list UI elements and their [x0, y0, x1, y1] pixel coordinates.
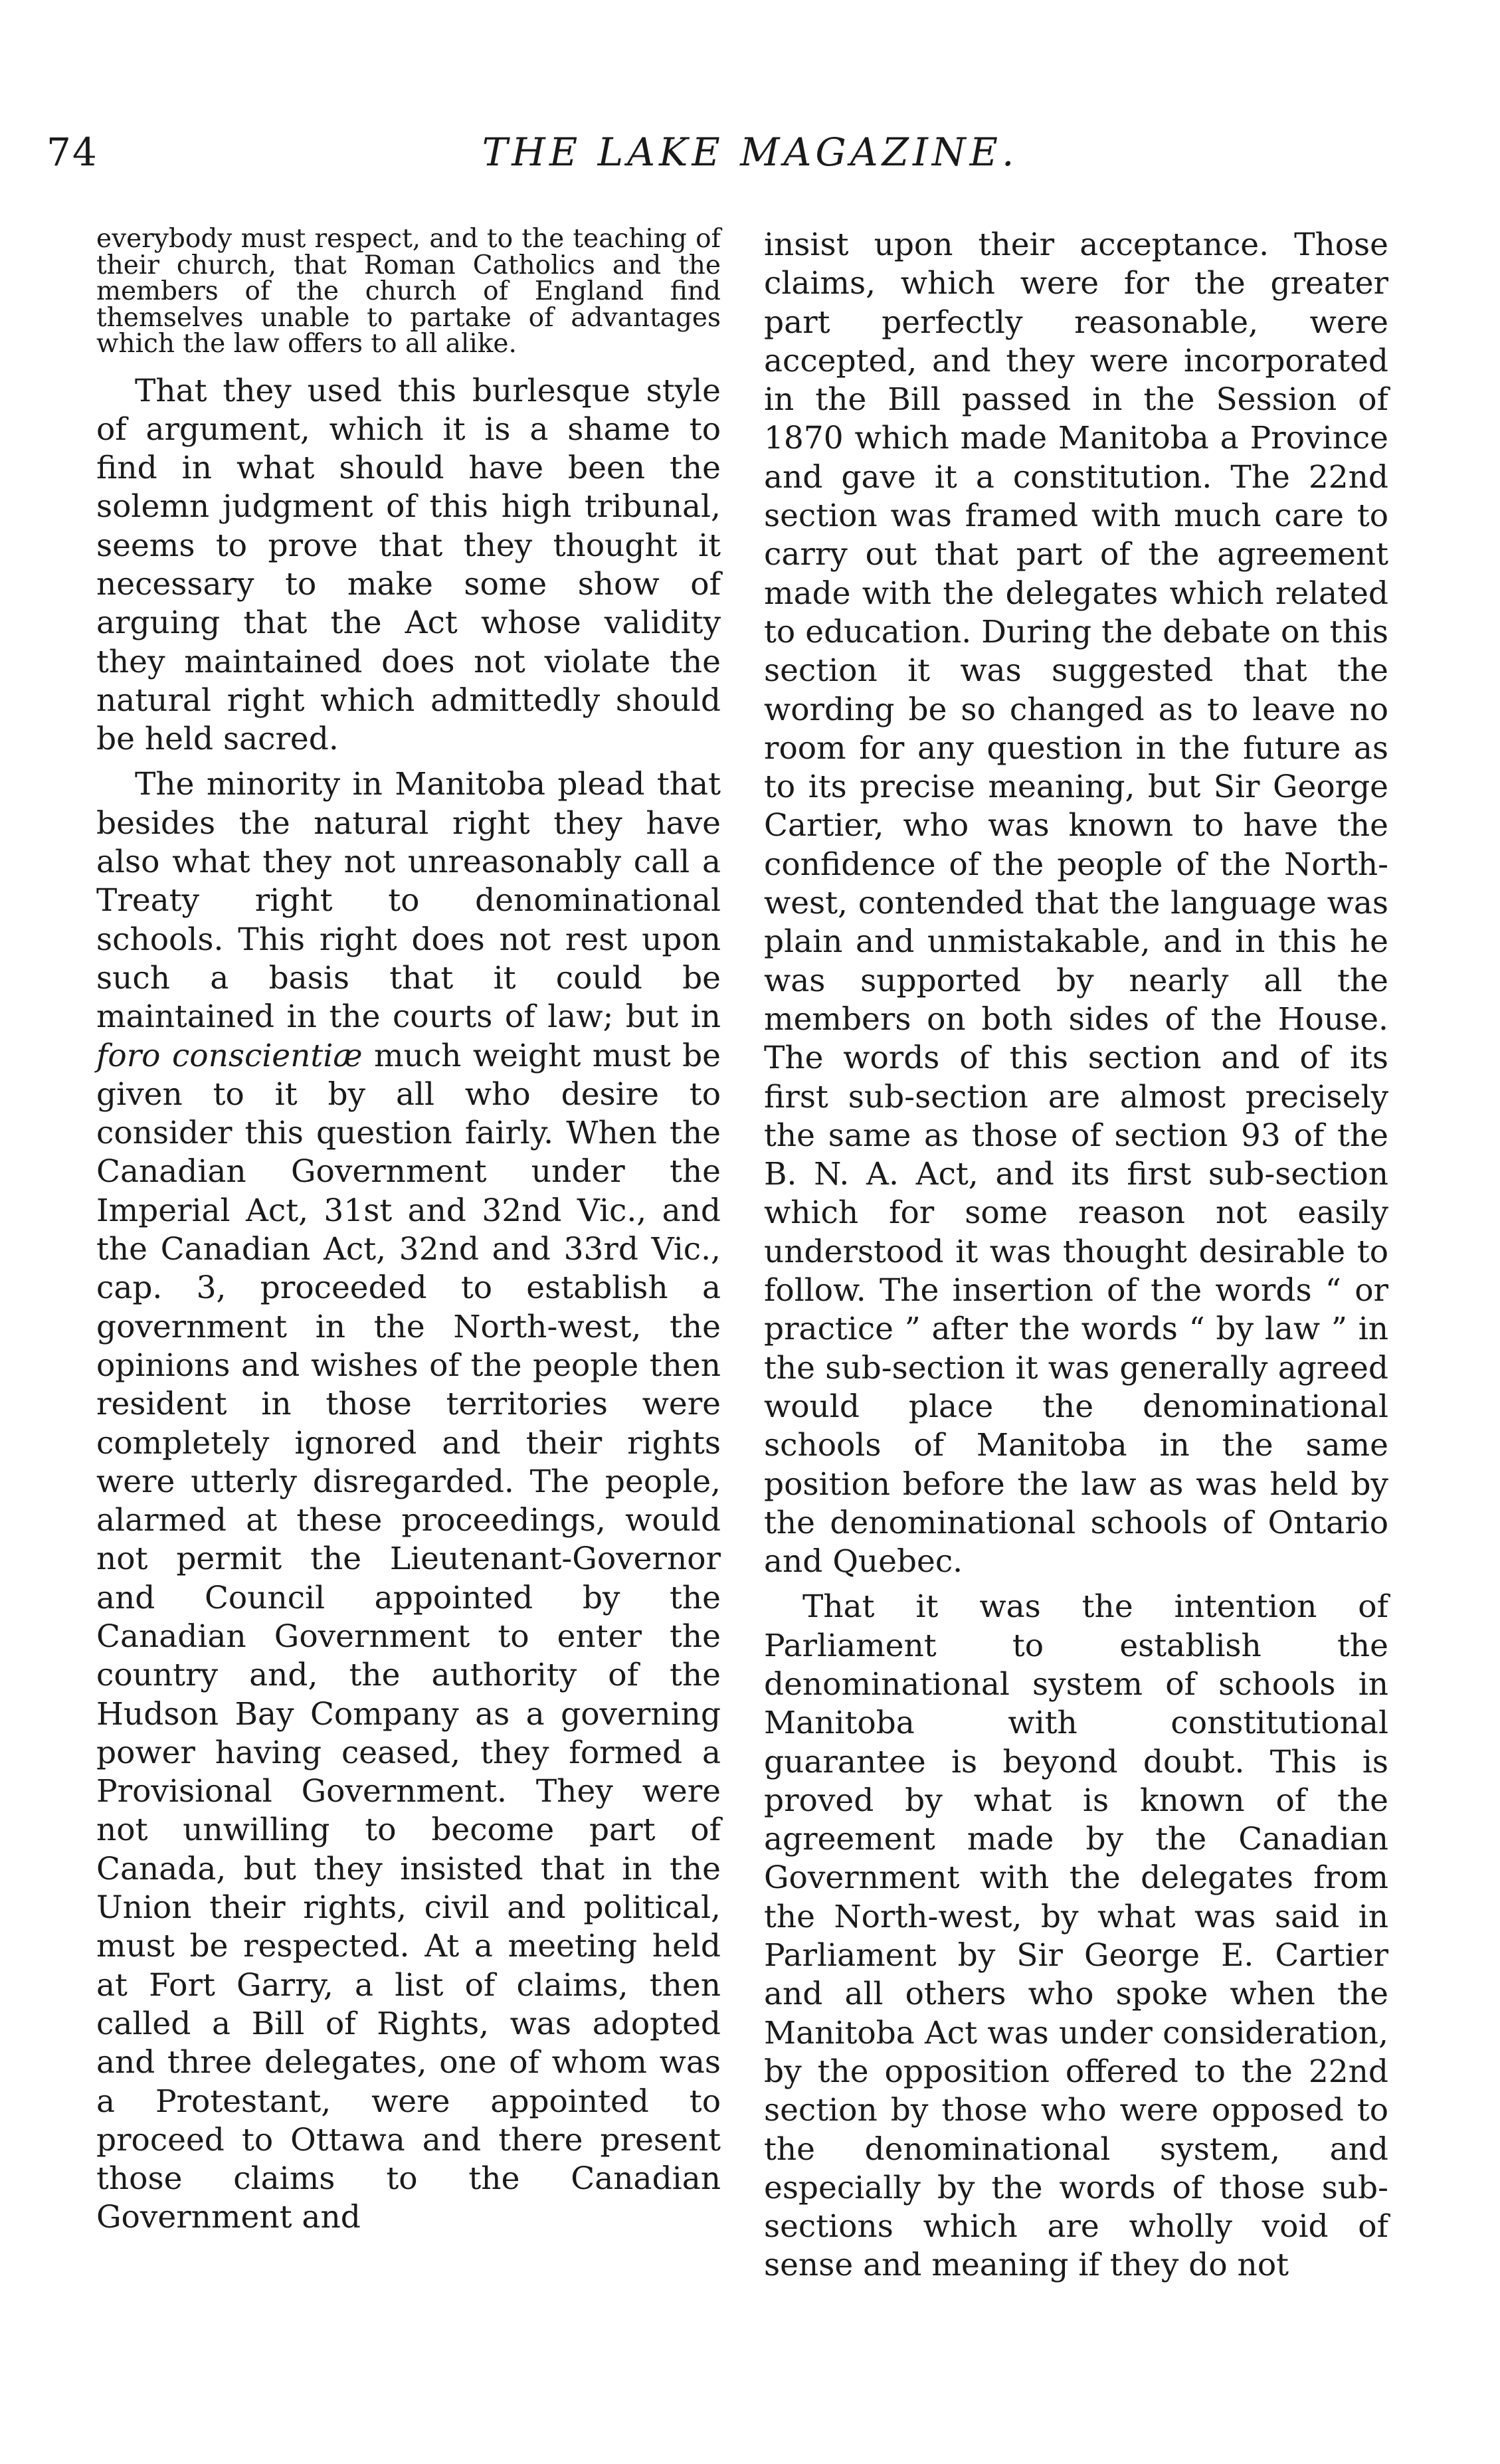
page-number: 74	[47, 130, 98, 175]
paragraph-treaty-right-end: much weight must be given to it by all who desire to consider this question fairly. When the Canadian Government under the Imperial Act, 31st and 32nd Vic., and the Canadian Act, 32nd and 33rd Vic., cap. 3, proceeded to establish a government in the North-west, the opinions and wishes of the people then resident in those territories were completely ignored and their rights were utterly disregarded. The people, alarmed at these proceedings, would not permit the Lieutenant-Governor and Council appointed by the Canadian Government to enter the country and, the authority of the Hudson Bay Company as a governing power having ceased, they formed a Provisional Government. They were not unwilling to become part of Canada, but they insisted that in the Union their rights, civil and political, must be respected. At a meeting held at Fort Garry, a list of claims, then called a Bill of Rights, was adopted and three delegates, one of whom was a Protestant, were appointed to proceed to Ottawa and there present those claims to the Canadian Government and	[96, 1037, 721, 2236]
latin-phrase: foro conscientiæ	[96, 1037, 363, 1074]
left-column	[96, 226, 721, 2237]
right-column	[764, 226, 1388, 2285]
paragraph-burlesque: That they used this burlesque style of argument, which it is a shame to find in what should have been the solemn judgment of this high tribunal, seems to prove that they thought it necessary to make some show of arguing that the Act whose validity they maintained does not violate the natural right which admittedly should be held sacred.	[96, 372, 721, 758]
paragraph-intention: That it was the intention of Parliament to establish the denominational system of schools in Manitoba with constitutional guarantee is beyond doubt. This is proved by what is known of the agreement made by the Canadian Government with the delegates from the North-west, by what was said in Parliament by Sir George E. Cartier and all others who spoke when the Manitoba Act was under consideration, by the opposition offered to the 22nd section by those who were opposed to the denominational system, and especially by the words of those sub-sections which are wholly void of sense and meaning if they do not	[764, 1588, 1388, 2284]
paragraph-treaty-right-start: The minority in Manitoba plead that besides the natural right they have also what they not unreasonably call a Treaty right to denominational schools. This right does not rest upon such a basis that it could be maintained in the courts of law; but in	[96, 766, 721, 1036]
paragraph-treaty-right	[96, 765, 721, 2237]
paragraph-acceptance: insist upon their acceptance. Those claims, which were for the greater part perfectly reasonable, were accepted, and they were incorporated in the Bill passed in the Session of 1870 which made Manitoba a Province and gave it a constitution. The 22nd section was framed with much care to carry out that part of the agreement made with the delegates which related to education. During the debate on this section it was suggested that the wording be so changed as to leave no room for any question in the future as to its precise meaning, but Sir George Cartier, who was known to have the confidence of the people of the North-west, contended that the language was plain and unmistakable, and in this he was supported by nearly all the members on both sides of the House. The words of this section and of its first sub-section are almost precisely the same as those of section 93 of the B. N. A. Act, and its first sub-section which for some reason not easily understood it was thought desirable to follow. The insertion of the words “ or practice ” after the words “ by law ” in the sub-section it was generally agreed would place the denominational schools of Manitoba in the same position before the law as was held by the denominational schools of Ontario and Quebec.	[764, 227, 1388, 1580]
running-head: THE LAKE MAGAZINE.	[482, 130, 1018, 175]
quoted-passage: everybody must respect, and to the teaching of their church, that Roman Catholics and the members of the church of England find themselves unable to partake of advantages which the law offers to all alike.	[96, 224, 721, 359]
